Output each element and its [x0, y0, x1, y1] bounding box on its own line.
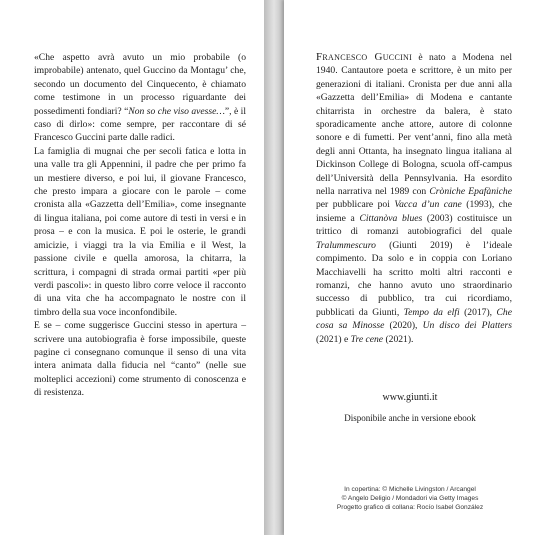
italic-title-text: Un disco dei Platters	[422, 320, 512, 332]
italic-title-text: Tralummescuro	[316, 239, 376, 251]
text-run: E se – come suggerisce Guccini stesso in apertura – scrivere una autobiografia è forse impossibile, queste pagine ci consegnano comunque il senso di una vita intera animata dalla fiducia nel “canto” (nelle sue molteplici accezioni) come strumento di conoscenza e di resistenza.	[34, 320, 246, 399]
italic-title-text: Tempo da elfi	[403, 306, 460, 318]
synopsis-paragraph-3	[34, 319, 246, 399]
italic-title-text: Vacca d’un cane	[394, 199, 462, 211]
italic-title-text: Che cosa sa Minosse	[316, 306, 512, 332]
ebook-note: Disponibile anche in versione ebook	[344, 413, 476, 423]
text-run: (2003) costituisce un trittico di romanzi autobiografici del quale	[316, 212, 512, 238]
credit-line: In copertina: © Michelle Livingston / Arcangel	[344, 486, 476, 493]
cover-credits	[284, 485, 536, 513]
text-run: (2020),	[384, 320, 423, 332]
credit-line: © Angelo Deligio / Mondadori via Getty Images	[341, 495, 479, 503]
book-gutter	[264, 0, 284, 535]
publisher-website-link[interactable]: www.giunti.it	[382, 392, 438, 403]
italic-title-text: Non so che viso avesse…	[128, 105, 225, 117]
synopsis-paragraph-1	[34, 51, 246, 145]
italic-title-text: Cròniche Epafàniche	[429, 186, 512, 198]
synopsis-paragraph-2	[34, 145, 246, 319]
italic-title-text: Cittanòva blues	[359, 212, 423, 224]
synopsis-text	[34, 51, 246, 400]
text-run: (Giunti 2019) è l’ideale compimento. Da solo e in coppia con Loriano Macchiavelli ha scritto molti altri racconti e romanzi, che hanno avuto uno straordinario successo di pubblico, tra cui ricordiamo, pubblicati da Giunti,	[316, 239, 512, 318]
text-run: ”, è il caso di dirlo»: come sempre, per raccontare di sé Francesco Guccini parte dalle radici.	[34, 105, 246, 144]
text-run: «Che aspetto avrà avuto un mio probabile (o improbabile) antenato, quel Guccino da Montagu’ che, secondo un documento del Cinquecento, è chiamato come testimone in un processo riguardante dei possedimenti fondiari? “	[34, 52, 246, 117]
text-run: è nato a Modena nel 1940. Cantautore poeta e scrittore, è un mito per generazioni di italiani. Cronista per due anni alla «Gazzetta dell’Emilia» di Modena e cantante chitarrista in orchestre da balera, è stato sporadicamente anche attore, autore di colonne sonore e di fumetti. Per vent’anni, fino alla metà degli anni Ottanta, ha insegnato lingua italiana al Dickinson College di Bologna, scuola off-campus dell’Università della Pennsylvania. Ha esordito nella narrativa nel 1989 con	[316, 52, 512, 198]
author-bio-body	[316, 52, 512, 345]
author-bio-paragraph	[316, 51, 512, 346]
text-run: (1993), che insieme a	[316, 199, 512, 224]
text-run: (2021).	[383, 333, 414, 345]
author-name: Francesco Guccini	[316, 51, 413, 63]
text-run: La famiglia di mugnai che per secoli fatica e lotta in una valle tra gli Appennini, il padre che per primo fa un mestiere diverso, e poi lui, il giovane Francesco, che presto impara a giocare con le parole – come cronista alla «Gazzetta dell’Emilia», come insegnante di lingua italiana, poi come autore di testi in versi e in prosa – e con la musica. E poi le osterie, le grandi amicizie, i viaggi tra la via Emilia e il West, la passione civile e quella amorosa, la chitarra, la scrittura, i compagni di strada ormai partiti «per più verdi pascoli»: in questo libro corre veloce il racconto di una vita che ha accompagnato le nostre con il timbro della sua voce inconfondibile.	[34, 145, 246, 318]
author-bio	[316, 51, 512, 346]
credit-line: Progetto grafico di collana: Rocío Isabel González	[336, 504, 484, 512]
text-run: (2021) e	[316, 333, 351, 345]
text-run: (2017),	[459, 306, 497, 318]
italic-title-text: Tre cene	[350, 333, 384, 345]
text-run: per pubblicare poi	[316, 199, 395, 211]
